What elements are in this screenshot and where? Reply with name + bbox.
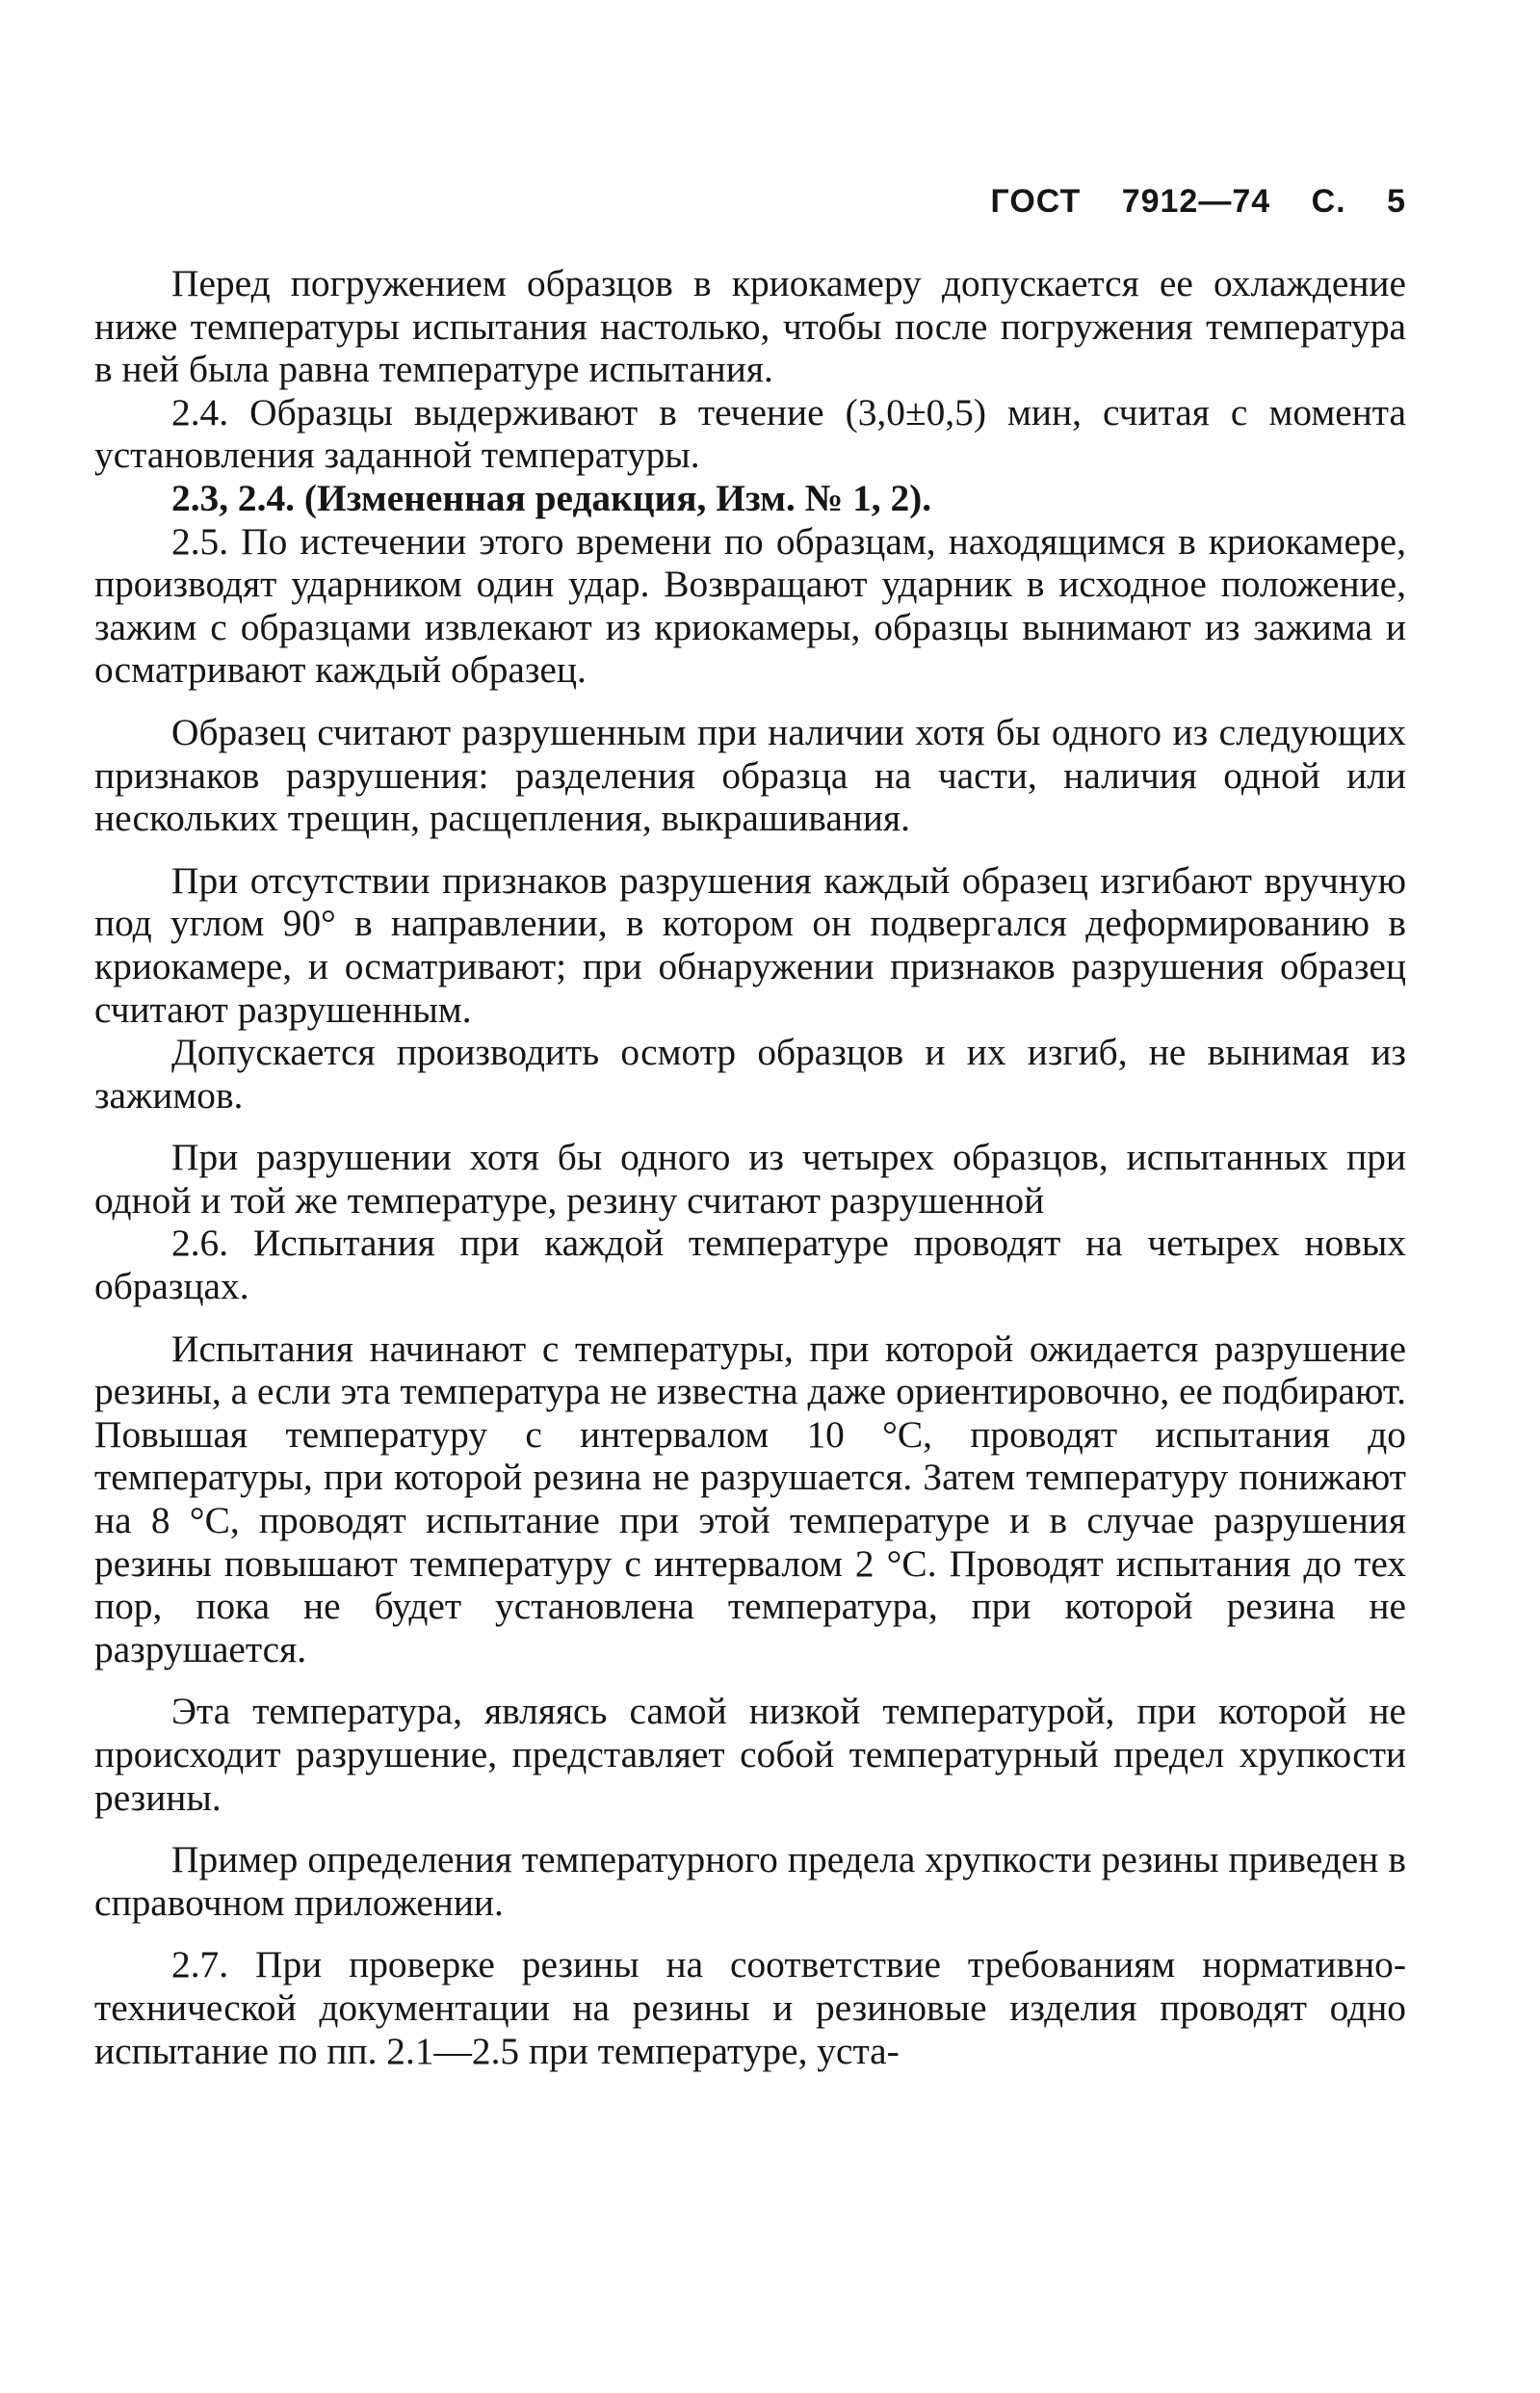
paragraph-inspection: Допускается производить осмотр образцов и их изгиб, не вынимая из зажимов. (94, 1031, 1406, 1117)
body-text (94, 262, 1406, 2072)
paragraph-procedure: Испытания начинают с температуры, при которой ожидается разрушение резины, а если эта температура не известна даже ориентировочно, ее подбирают. Повышая температуру с интервалом 10 °С, проводят испытания до температуры, при которой резина не разрушается. Затем температуру понижают на 8 °С, проводят испытание при этой температуре и в случае разрушения резины повышают температуру с интервалом 2 °С. Проводят испытания до тех пор, пока не будет установлена температура, при которой резина не разрушается. (94, 1327, 1406, 1670)
page-number-value: 5 (1387, 183, 1406, 220)
paragraph-2-7: 2.7. При проверке резины на соответствие требованиям нормативно-технической документации на резины и резиновые изделия проводят одно испытание по пп. 2.1—2.5 при температуре, уста- (94, 1943, 1406, 2072)
standard-number: 7912—74 (1121, 183, 1271, 220)
paragraph-brittleness-limit: Эта температура, являясь самой низкой температурой, при которой не происходит разрушение, представляет собой температурный предел хрупкости резины. (94, 1690, 1406, 1819)
paragraph-2-4: 2.4. Образцы выдерживают в течение (3,0±0,5) мин, считая с момента установления заданной температуры. (94, 390, 1406, 477)
paragraph-cooling: Перед погружением образцов в криокамеру допускается ее охлаждение ниже температуры испытания настолько, чтобы после погружения температура в ней была равна температуре испытания. (94, 262, 1406, 391)
paragraph-2-6: 2.6. Испытания при каждой температуре проводят на четырех новых образцах. (94, 1222, 1406, 1308)
page-header (925, 183, 1406, 221)
paragraph-failure-criteria: Образец считают разрушенным при наличии хотя бы одного из следующих признаков разрушения: разделения образца на части, наличия одной или нескольких трещин, расщепления, выкрашивания. (94, 710, 1406, 840)
paragraph-rubber-failure: При разрушении хотя бы одного из четырех образцов, испытанных при одной и той же температуре, резину считают разрушенной (94, 1136, 1406, 1222)
paragraph-example: Пример определения температурного предела хрупкости резины приведен в справочном приложении. (94, 1838, 1406, 1924)
page-number (1312, 183, 1406, 220)
paragraph-bending: При отсутствии признаков разрушения каждый образец изгибают вручную под углом 90° в направлении, в котором он подвергался деформированию в криокамере, и осматривают; при обнаружении признаков разрушения образец считают разрушенным. (94, 858, 1406, 1031)
paragraph-amendment-note: 2.3, 2.4. (Измененная редакция, Изм. № 1, 2). (171, 476, 932, 519)
page-label: С. (1311, 183, 1346, 220)
paragraph-2-5: 2.5. По истечении этого времени по образцам, находящимся в криокамере, производят ударником один удар. Возвращают ударник в исходное положение, зажим с образцами извлекают из криокамеры, образцы вынимают из зажима и осматривают каждый образец. (94, 519, 1406, 692)
standard-label: ГОСТ (990, 183, 1082, 220)
